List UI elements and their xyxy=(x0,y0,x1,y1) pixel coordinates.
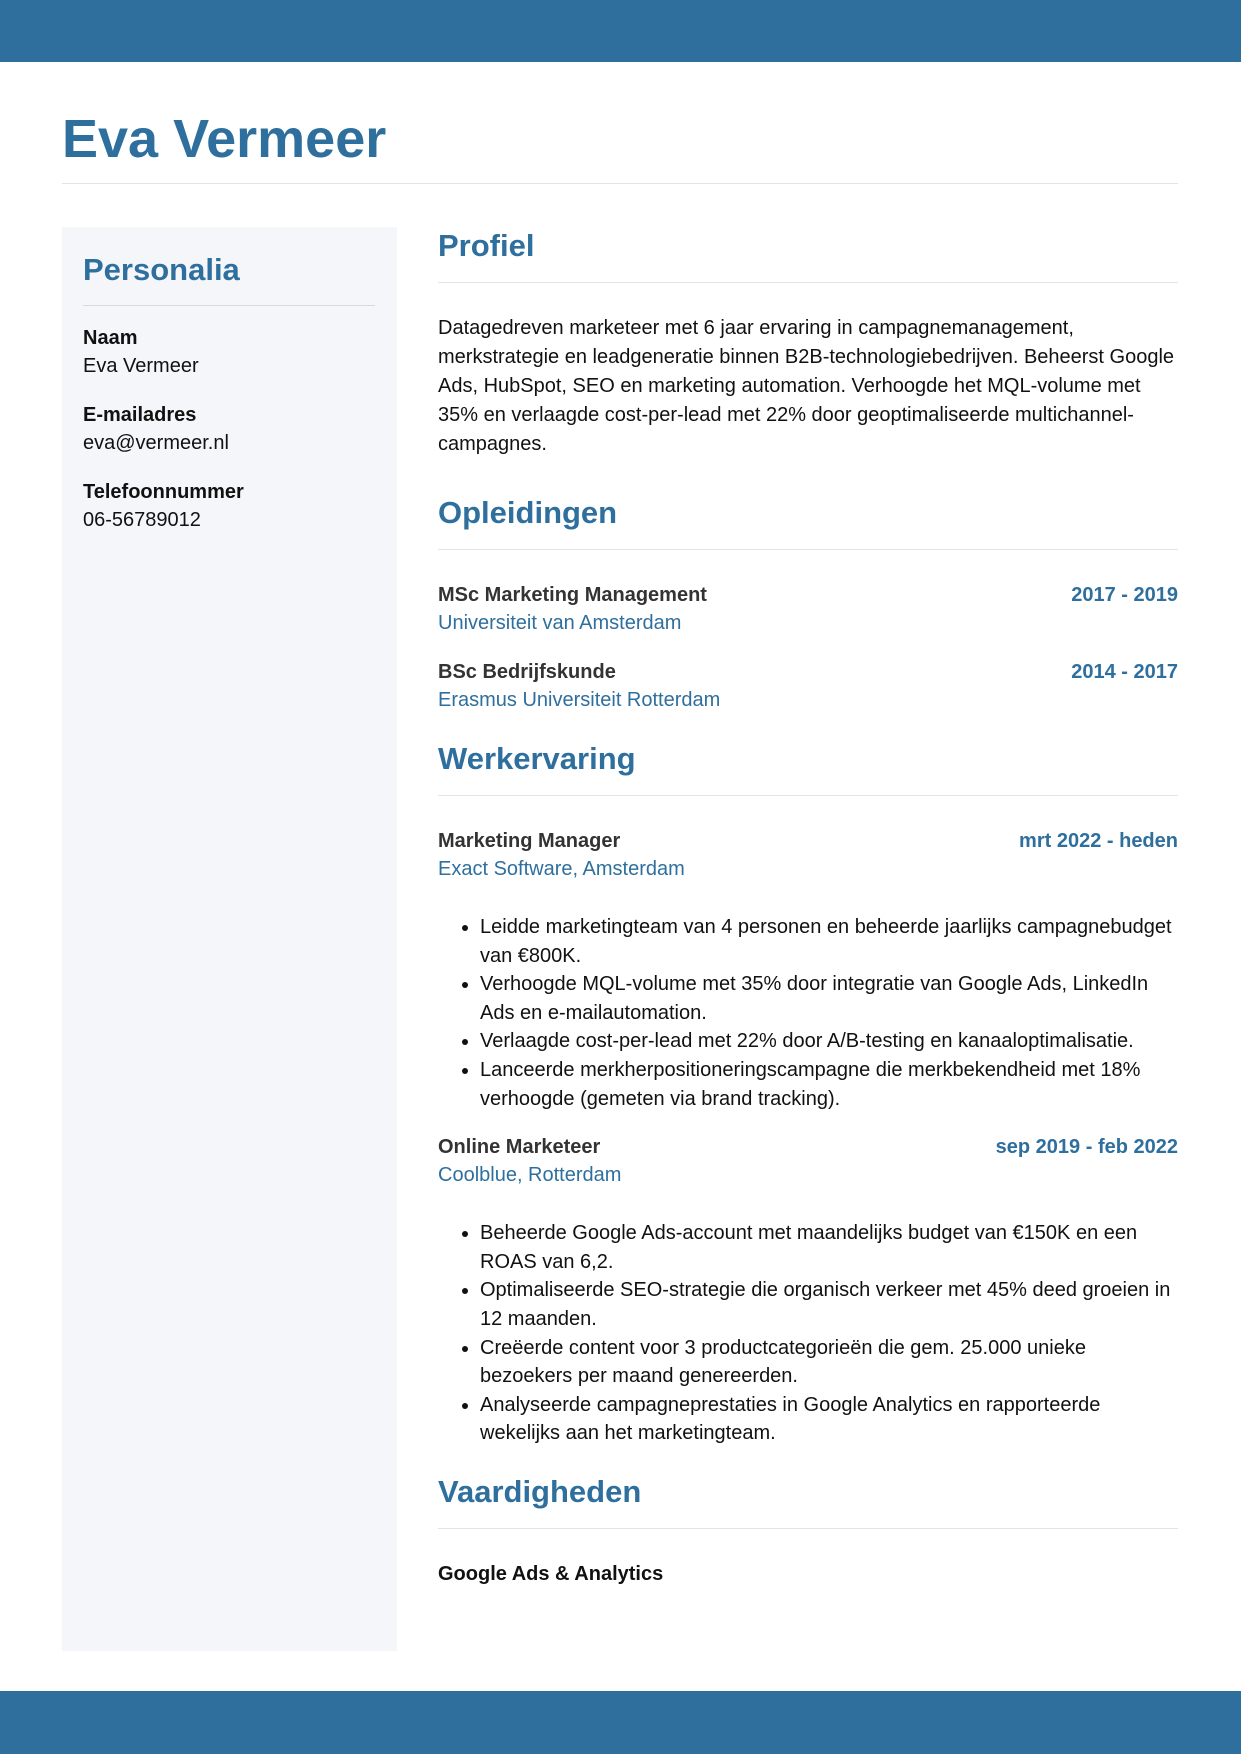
company: Exact Software, Amsterdam xyxy=(438,858,685,880)
institution: Erasmus Universiteit Rotterdam xyxy=(438,689,721,711)
phone-value: 06-56789012 xyxy=(83,509,201,531)
field-label: Telefoonnummer xyxy=(83,481,244,503)
job-entry xyxy=(438,827,1178,1113)
date-range: 2017 - 2019 xyxy=(1071,584,1178,606)
field-name xyxy=(83,324,375,380)
page-title: Eva Vermeer xyxy=(62,109,387,169)
institution: Universiteit van Amsterdam xyxy=(438,612,682,634)
footer-band xyxy=(0,1691,1241,1754)
sidebar xyxy=(62,227,397,1651)
section-heading-education: Opleidingen xyxy=(438,495,618,530)
education-entry xyxy=(438,581,1178,638)
achievement-item: • Creëerde content voor 3 productcategorieën die gem. 25.000 unieke bezoekers per maand genereerden. xyxy=(480,1334,1178,1391)
title-divider xyxy=(62,183,1178,184)
company: Coolblue, Rotterdam xyxy=(438,1164,622,1187)
email-value: eva@vermeer.nl xyxy=(83,432,229,454)
section-divider xyxy=(438,1528,1178,1529)
header-band xyxy=(0,0,1241,62)
sidebar-divider xyxy=(83,305,375,306)
achievement-item: • Leidde marketingteam van 4 personen en beheerde jaarlijks campagnebudget van €800K. xyxy=(480,913,1178,970)
section-heading-profile: Profiel xyxy=(438,228,535,263)
main-content xyxy=(438,222,1178,1588)
education-section xyxy=(438,489,1178,715)
section-heading-experience: Werkervaring xyxy=(438,741,636,776)
achievement-item: • Lanceerde merkherpositioneringscampagne die merkbekendheid met 18% verhoogde (gemeten via brand tracking). xyxy=(480,1056,1178,1113)
degree-title: BSc Bedrijfskunde xyxy=(438,661,616,683)
profile-section xyxy=(438,222,1178,459)
job-title: Marketing Manager xyxy=(438,830,621,852)
field-value: Eva Vermeer xyxy=(83,355,199,377)
date-range: 2014 - 2017 xyxy=(1071,661,1178,683)
skills-section xyxy=(438,1468,1178,1588)
education-entry xyxy=(438,658,1178,715)
achievement-item: • Verhoogde MQL-volume met 35% door integratie van Google Ads, LinkedIn Ads en e-mailautomation. xyxy=(480,970,1178,1027)
section-divider xyxy=(438,282,1178,283)
section-divider xyxy=(438,549,1178,550)
skill-item: Google Ads & Analytics xyxy=(438,1562,664,1585)
achievement-item: • Verlaagde cost-per-lead met 22% door A/B-testing en kanaaloptimalisatie. xyxy=(480,1027,1178,1056)
field-phone xyxy=(83,478,375,534)
achievement-list xyxy=(438,913,1178,1113)
achievement-item: • Beheerde Google Ads-account met maandelijks budget van €150K en een ROAS van 6,2. xyxy=(480,1219,1178,1276)
job-entry xyxy=(438,1133,1178,1448)
section-heading-skills: Vaardigheden xyxy=(438,1473,642,1509)
section-divider xyxy=(438,795,1178,796)
date-range: mrt 2022 - heden xyxy=(1019,830,1178,852)
achievement-item: • Analyseerde campagneprestaties in Google Analytics en rapporteerde wekelijks aan het marketingteam. xyxy=(480,1391,1178,1448)
field-email xyxy=(83,401,375,457)
degree-title: MSc Marketing Management xyxy=(438,584,707,606)
field-label: Naam xyxy=(83,327,138,349)
job-title: Online Marketeer xyxy=(438,1136,601,1159)
sidebar-heading: Personalia xyxy=(83,252,240,287)
experience-section xyxy=(438,735,1178,1448)
achievement-list xyxy=(438,1219,1178,1448)
achievement-item: • Optimaliseerde SEO-strategie die organisch verkeer met 45% deed groeien in 12 maanden. xyxy=(480,1276,1178,1333)
field-label: E-mailadres xyxy=(83,404,197,426)
date-range: sep 2019 - feb 2022 xyxy=(995,1136,1178,1159)
profile-text: Datagedreven marketeer met 6 jaar ervaring in campagnemanagement, merkstrategie en leadgeneratie binnen B2B-technologiebedrijven. Beheerst Google Ads, HubSpot, SEO en marketing automation. Verhoogde het MQL-volume met 35% en verlaagde cost-per-lead met 22% door geoptimaliseerde multichannel-campagnes. xyxy=(438,317,1175,455)
